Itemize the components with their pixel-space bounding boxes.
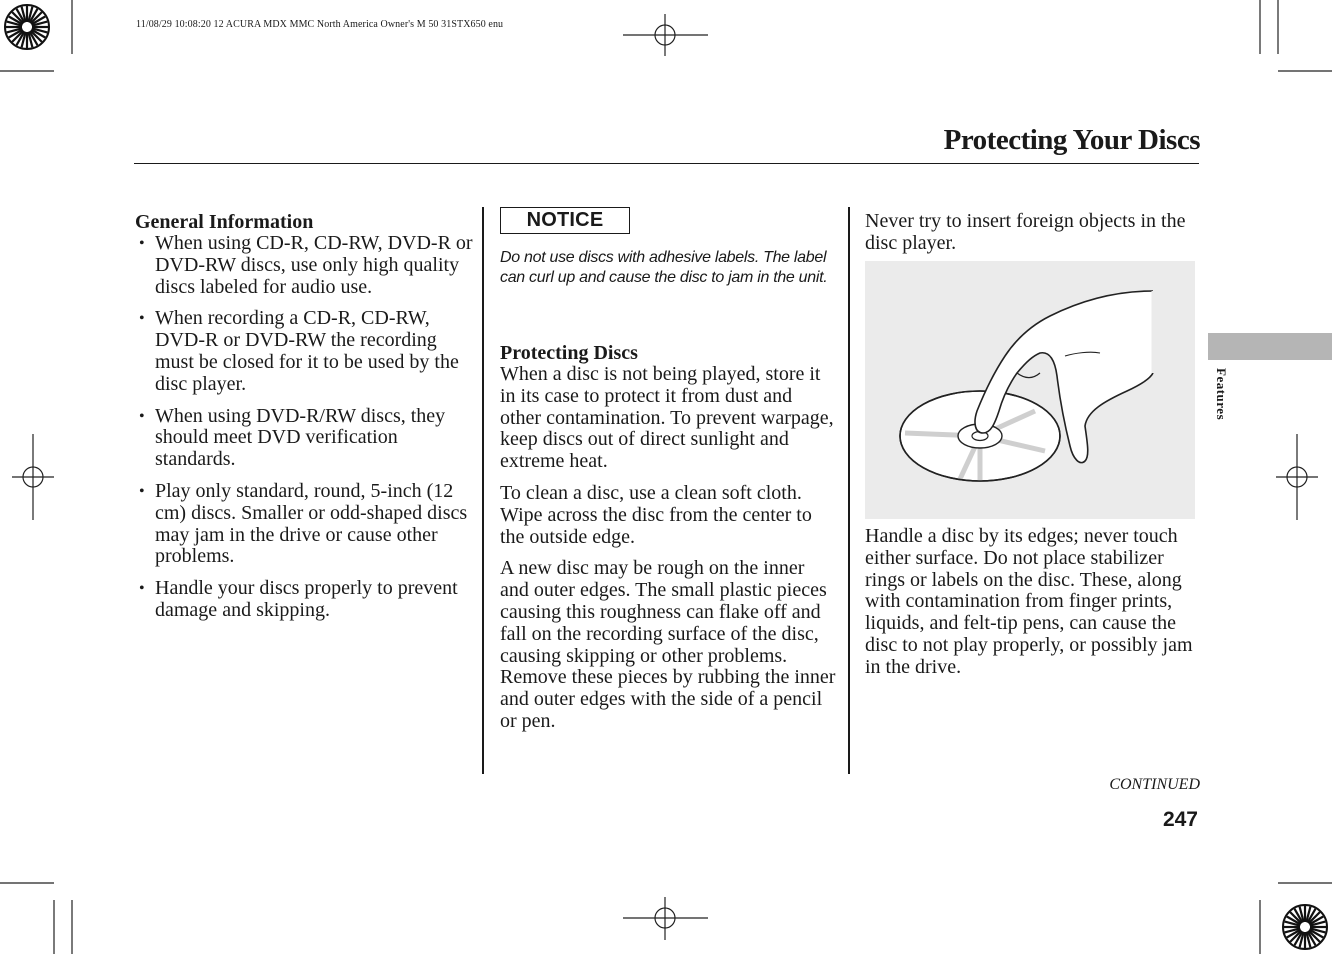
general-info-list (135, 233, 475, 622)
page-title: Protecting Your Discs (943, 124, 1200, 156)
section-heading-general-information: General Information (135, 211, 314, 233)
notice-label-box: NOTICE (500, 207, 630, 234)
column-divider-2 (848, 207, 850, 774)
section-side-tab (1208, 333, 1332, 360)
crosshair-bottom (623, 897, 708, 940)
column-general-info (135, 211, 475, 632)
list-item: • When using DVD-R/RW discs, they should meet DVD verification standards. (135, 406, 475, 471)
crosshair-left (12, 434, 54, 520)
continued-marker: CONTINUED (1109, 776, 1200, 793)
column-divider-1 (482, 207, 484, 774)
paragraph: To clean a disc, use a clean soft cloth. Wipe across the disc from the center to the outside edge. (500, 481, 812, 548)
section-heading-protecting-discs: Protecting Discs (500, 342, 638, 364)
column-protecting-discs (500, 342, 838, 743)
disc-handling-caption: Handle a disc by its edges; never touch either surface. Do not place stabilizer rings or labels on the disc. These, along with contamination from finger prints, liquids, and felt-tip pens, can cause the disc to not play properly, or possibly jam in the drive. (865, 525, 1193, 678)
notice-text: Do not use discs with adhesive labels. The label can curl up and cause the disc to jam in the unit. (500, 249, 828, 286)
title-rule (134, 163, 1199, 164)
print-header-meta: 11/08/29 10:08:20 12 ACURA MDX MMC North America Owner's M 50 31STX650 enu (136, 19, 504, 30)
paragraph: When a disc is not being played, store it in its case to protect it from dust and other contamination. To prevent warpage, keep discs out of direct sunlight and extreme heat. (500, 363, 834, 473)
list-item: • When recording a CD-R, CD-RW, DVD-R or DVD-RW the recording must be closed for it to be used by the disc player. (135, 308, 475, 395)
list-item: • Play only standard, round, 5-inch (12 cm) discs. Smaller or odd-shaped discs may jam in the drive or cause other problems. (135, 481, 475, 568)
list-item: • Handle your discs properly to prevent damage and skipping. (135, 578, 475, 622)
paragraph: A new disc may be rough on the inner and outer edges. The small plastic pieces causing this roughness can flake off and fall on the recording surface of the disc, causing skipping or other problems. Remove these pieces by rubbing the inner and outer edges with the side of a pencil or pen. (500, 557, 836, 732)
intro-text: Never try to insert foreign objects in the disc player. (865, 210, 1186, 254)
hand-holding-disc-illustration (865, 261, 1195, 519)
starburst-bottom-right (1283, 905, 1327, 949)
crosshair-right (1276, 434, 1318, 520)
page-number: 247 (1162, 808, 1198, 831)
starburst-top-left (5, 5, 49, 49)
side-tab-label: Features (1214, 368, 1229, 421)
list-item: • When using CD-R, CD-RW, DVD-R or DVD-RW discs, use only high quality discs labeled for audio use. (135, 233, 475, 298)
crosshair-top (623, 14, 708, 56)
